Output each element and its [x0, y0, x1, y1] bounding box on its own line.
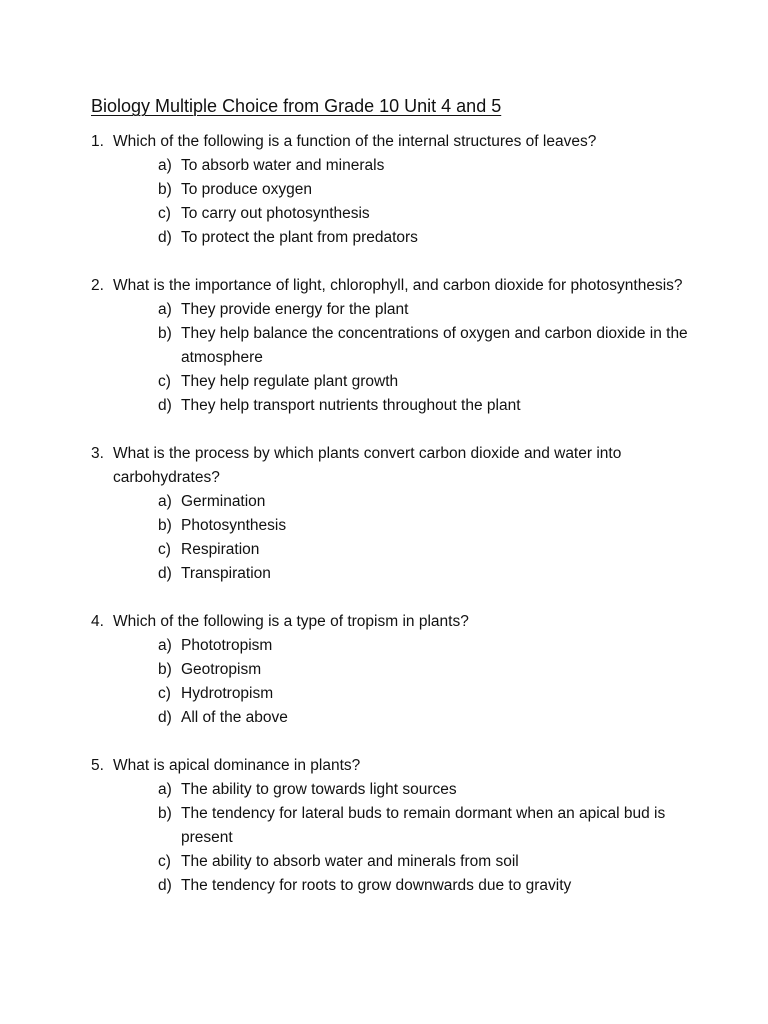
option-text: They help regulate plant growth: [181, 373, 399, 390]
option-item: [158, 490, 691, 514]
option-list: [113, 154, 691, 250]
option-text: They help transport nutrients throughout the plant: [181, 397, 521, 414]
option-item: [158, 658, 691, 682]
option-text: Respiration: [181, 541, 260, 558]
option-item: [158, 562, 691, 586]
question-number: 5.: [91, 757, 104, 774]
option-item: [158, 634, 691, 658]
option-item: [158, 514, 691, 538]
option-text: The ability to absorb water and minerals from soil: [181, 853, 519, 870]
option-text: To carry out photosynthesis: [181, 205, 370, 222]
option-text: Transpiration: [181, 565, 271, 582]
question-number: 4.: [91, 613, 104, 630]
option-letter: d): [158, 877, 172, 894]
option-letter: b): [158, 517, 172, 534]
option-letter: a): [158, 493, 172, 510]
option-text: Hydrotropism: [181, 685, 274, 702]
option-letter: d): [158, 229, 172, 246]
question-text: What is the process by which plants convert carbon dioxide and water into carbohydrates?: [113, 445, 622, 486]
question-number: 3.: [91, 445, 104, 462]
option-item: [158, 682, 691, 706]
option-letter: d): [158, 397, 172, 414]
option-text: The tendency for roots to grow downwards due to gravity: [181, 877, 572, 894]
option-item: [158, 802, 691, 850]
option-item: [158, 850, 691, 874]
option-letter: a): [158, 781, 172, 798]
option-item: [158, 178, 691, 202]
question-number: 1.: [91, 133, 104, 150]
question-number: 2.: [91, 277, 104, 294]
option-item: [158, 154, 691, 178]
option-item: [158, 778, 691, 802]
option-item: [158, 394, 691, 418]
question-text: Which of the following is a type of tropism in plants?: [113, 613, 469, 630]
option-item: [158, 322, 691, 370]
question-text: What is apical dominance in plants?: [113, 757, 361, 774]
option-letter: b): [158, 661, 172, 678]
question-item: [91, 130, 691, 250]
option-text: Geotropism: [181, 661, 262, 678]
option-text: Phototropism: [181, 637, 273, 654]
option-text: To absorb water and minerals: [181, 157, 385, 174]
option-letter: c): [158, 685, 171, 702]
option-letter: a): [158, 157, 172, 174]
option-text: They help balance the concentrations of oxygen and carbon dioxide in the atmosphere: [181, 325, 688, 366]
option-item: [158, 298, 691, 322]
option-item: [158, 538, 691, 562]
question-item: [91, 274, 691, 418]
option-letter: b): [158, 805, 172, 822]
option-letter: d): [158, 565, 172, 582]
question-item: [91, 442, 691, 586]
option-list: [113, 298, 691, 418]
option-item: [158, 706, 691, 730]
option-letter: b): [158, 181, 172, 198]
option-text: To protect the plant from predators: [181, 229, 418, 246]
option-letter: c): [158, 373, 171, 390]
page-title: Biology Multiple Choice from Grade 10 Unit 4 and 5: [91, 96, 502, 116]
option-item: [158, 226, 691, 250]
option-text: They provide energy for the plant: [181, 301, 409, 318]
option-letter: c): [158, 541, 171, 558]
option-text: To produce oxygen: [181, 181, 312, 198]
question-text: Which of the following is a function of the internal structures of leaves?: [113, 133, 597, 150]
option-text: All of the above: [181, 709, 288, 726]
question-list: [91, 130, 691, 898]
option-letter: b): [158, 325, 172, 342]
option-text: Photosynthesis: [181, 517, 287, 534]
question-item: [91, 754, 691, 898]
option-list: [113, 634, 691, 730]
option-letter: c): [158, 205, 171, 222]
option-item: [158, 370, 691, 394]
option-text: The tendency for lateral buds to remain dormant when an apical bud is present: [181, 805, 666, 846]
option-letter: a): [158, 637, 172, 654]
option-item: [158, 874, 691, 898]
option-letter: c): [158, 853, 171, 870]
option-text: Germination: [181, 493, 266, 510]
question-text: What is the importance of light, chlorophyll, and carbon dioxide for photosynthesis?: [113, 277, 683, 294]
question-item: [91, 610, 691, 730]
option-list: [113, 778, 691, 898]
option-letter: a): [158, 301, 172, 318]
option-list: [113, 490, 691, 586]
option-item: [158, 202, 691, 226]
option-text: The ability to grow towards light sources: [181, 781, 457, 798]
option-letter: d): [158, 709, 172, 726]
